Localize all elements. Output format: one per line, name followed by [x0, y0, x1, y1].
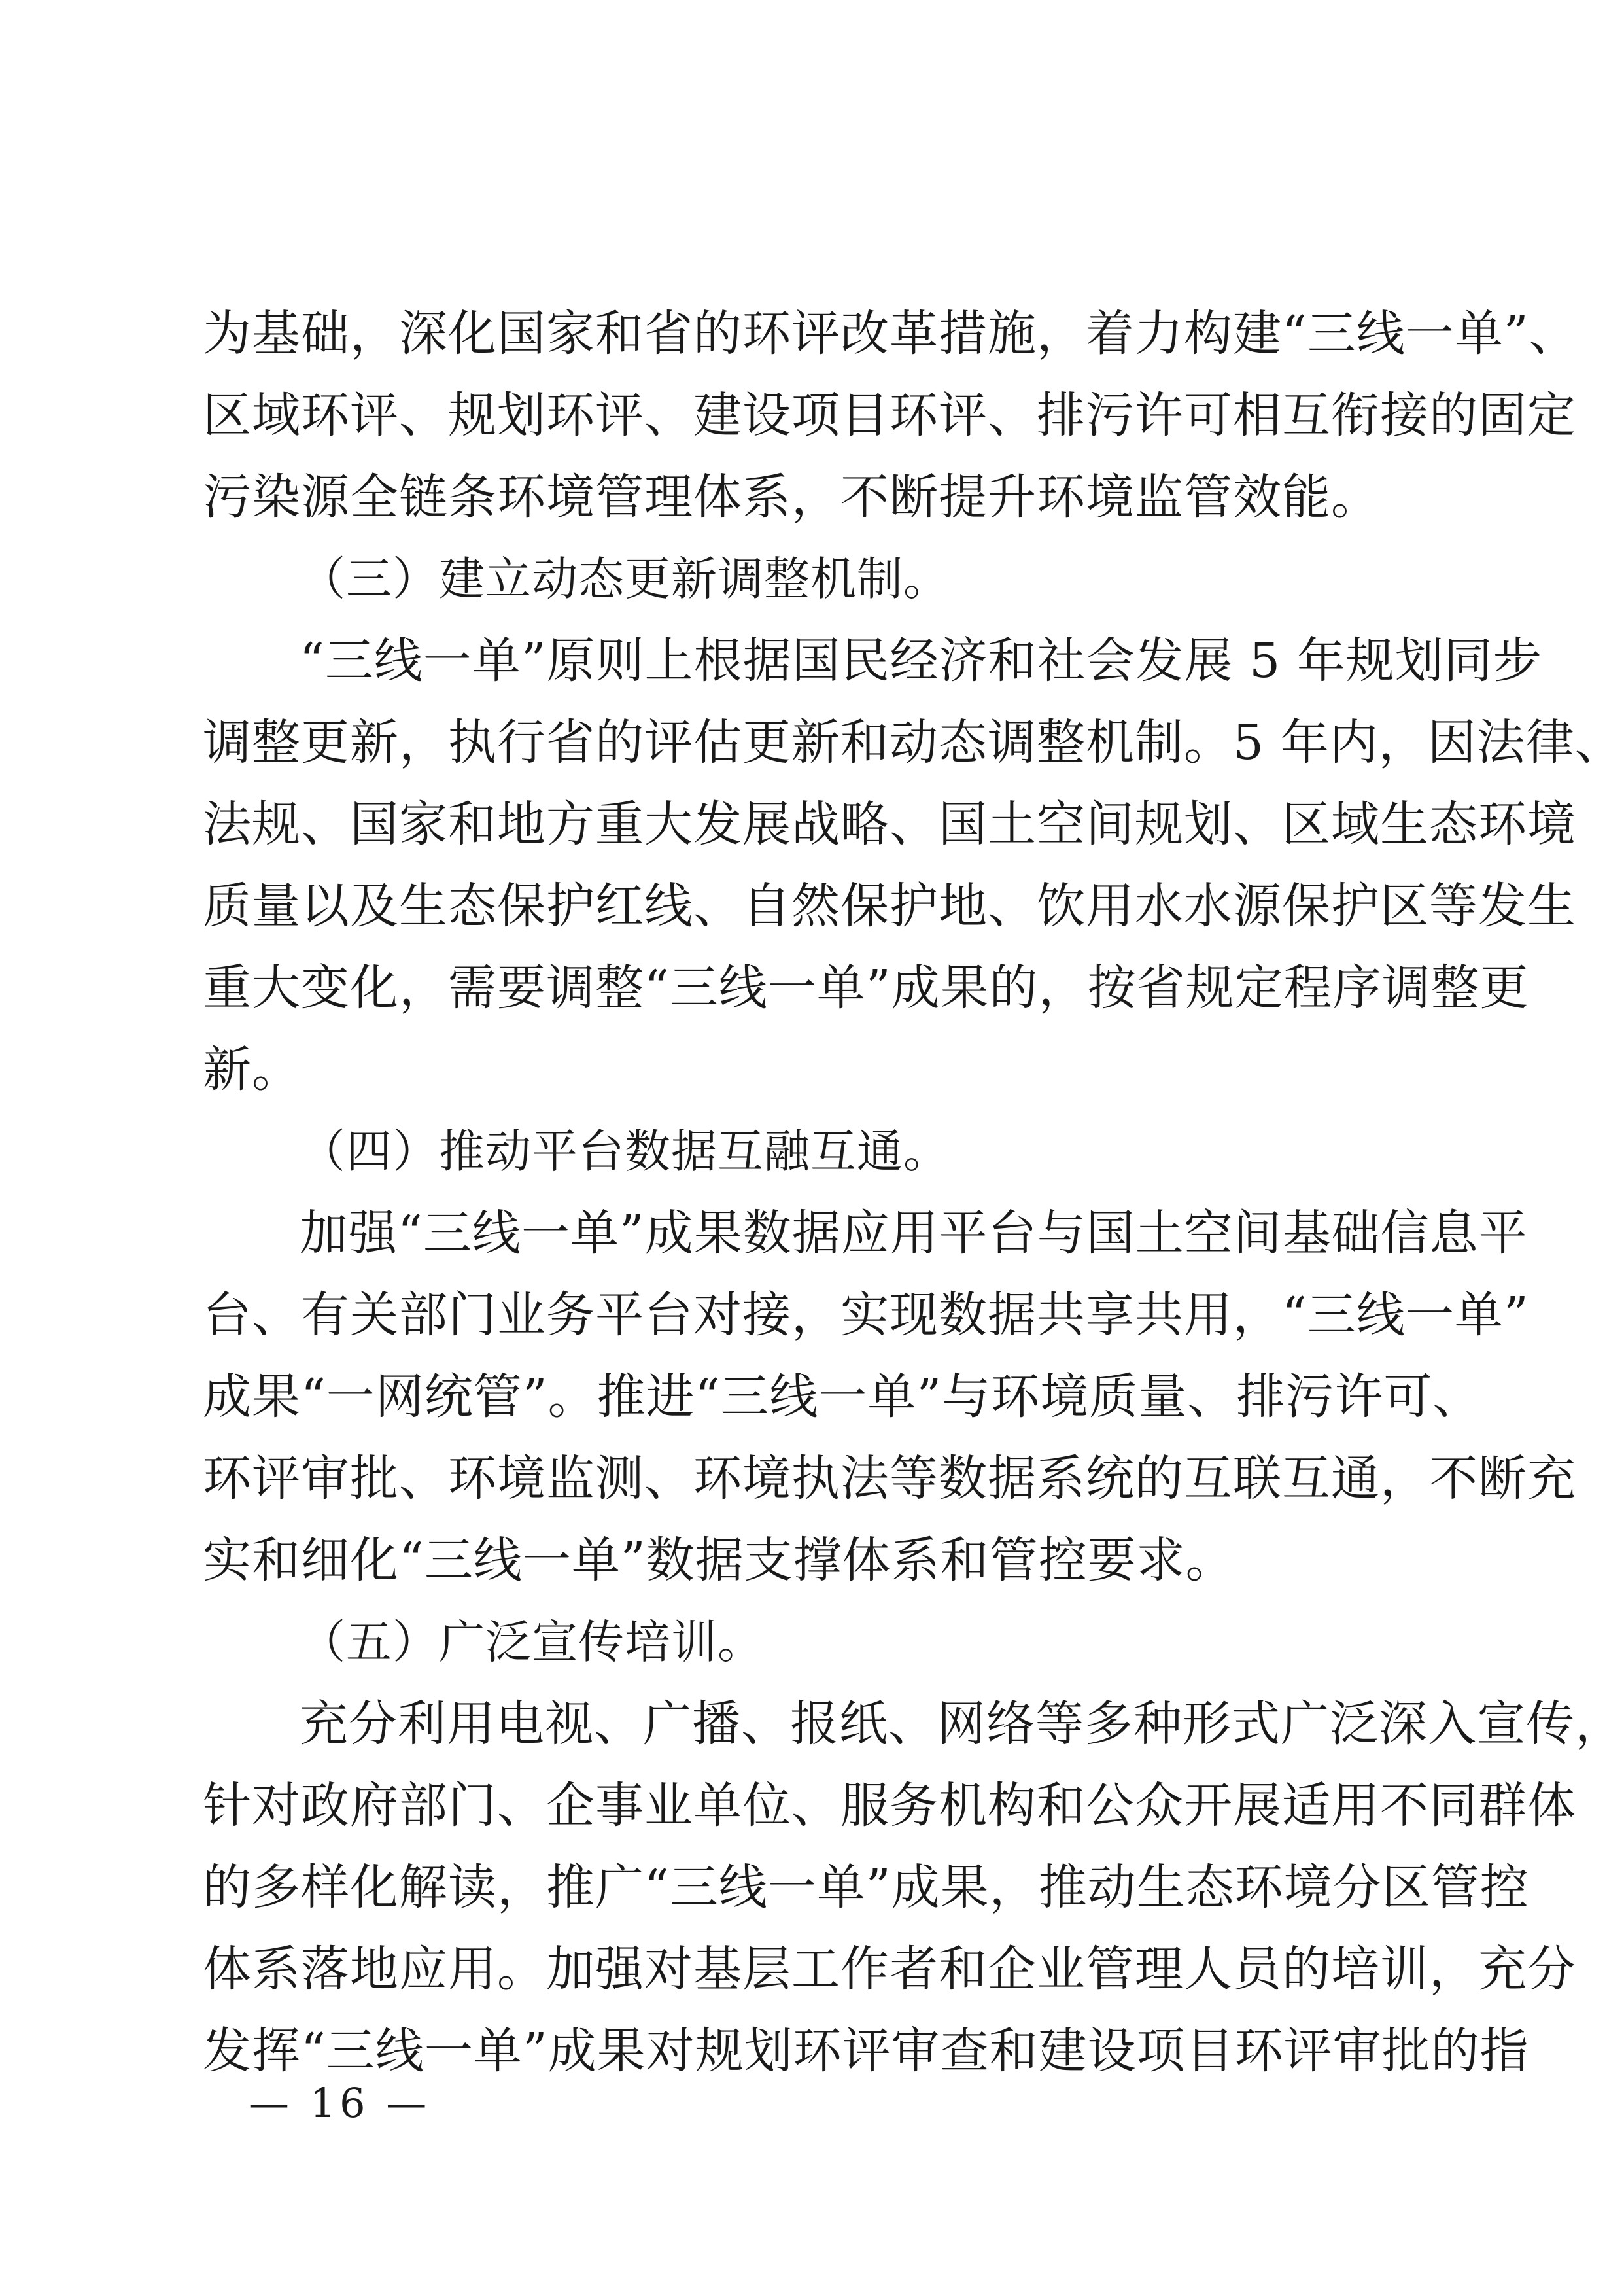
- body-text-line: 体系落地应用。加强对基层工作者和企业管理人员的培训，充分: [203, 1941, 1576, 1997]
- section-heading-3: （三）建立动态更新调整机制。: [300, 552, 950, 606]
- body-text-line: 质量以及生态保护红线、自然保护地、饮用水水源保护区等发生: [203, 878, 1576, 934]
- body-text-line: 实和细化“三线一单”数据支撑体系和管控要求。: [203, 1532, 1235, 1588]
- body-text-line: 环评审批、环境监测、环境执法等数据系统的互联互通，不断充: [203, 1450, 1576, 1507]
- body-text-line: 法规、国家和地方重大发展战略、国土空间规划、区域生态环境: [203, 796, 1576, 852]
- body-text-line: 为基础，深化国家和省的环评改革措施，着力构建“三线一单”、: [203, 306, 1578, 362]
- body-text-line: 调整更新，执行省的评估更新和动态调整机制。5 年内，因法律、: [203, 714, 1624, 771]
- body-text-line: 成果“一网统管”。推进“三线一单”与环境质量、排污许可、: [203, 1369, 1482, 1425]
- body-text-line: 加强“三线一单”成果数据应用平台与国土空间基础信息平: [300, 1205, 1528, 1261]
- body-text-line: 发挥“三线一单”成果对规划环评审查和建设项目环评审批的指: [203, 2023, 1529, 2079]
- body-text-line: 充分利用电视、广播、报纸、网络等多种形式广泛深入宣传，: [300, 1696, 1624, 1752]
- body-text-line: 区域环评、规划环评、建设项目环评、排污许可相互衔接的固定: [203, 387, 1576, 444]
- body-text-line: 的多样化解读，推广“三线一单”成果，推动生态环境分区管控: [203, 1859, 1529, 1916]
- body-text-line: “三线一单”原则上根据国民经济和社会发展 5 年规划同步: [300, 633, 1542, 689]
- body-text-line: 针对政府部门、企事业单位、服务机构和公众开展适用不同群体: [203, 1778, 1576, 1834]
- body-text-line: 台、有关部门业务平台对接，实现数据共享共用，“三线一单”: [203, 1287, 1529, 1343]
- body-text-line: 污染源全链条环境管理体系，不断提升环境监管效能。: [203, 469, 1380, 525]
- page-number: — 16 —: [249, 2079, 431, 2127]
- section-heading-5: （五）广泛宣传培训。: [300, 1615, 764, 1669]
- body-text-line: 重大变化，需要调整“三线一单”成果的，按省规定程序调整更: [203, 960, 1529, 1016]
- section-heading-4: （四）推动平台数据互融互通。: [300, 1125, 950, 1178]
- body-text-line: 新。: [203, 1042, 301, 1098]
